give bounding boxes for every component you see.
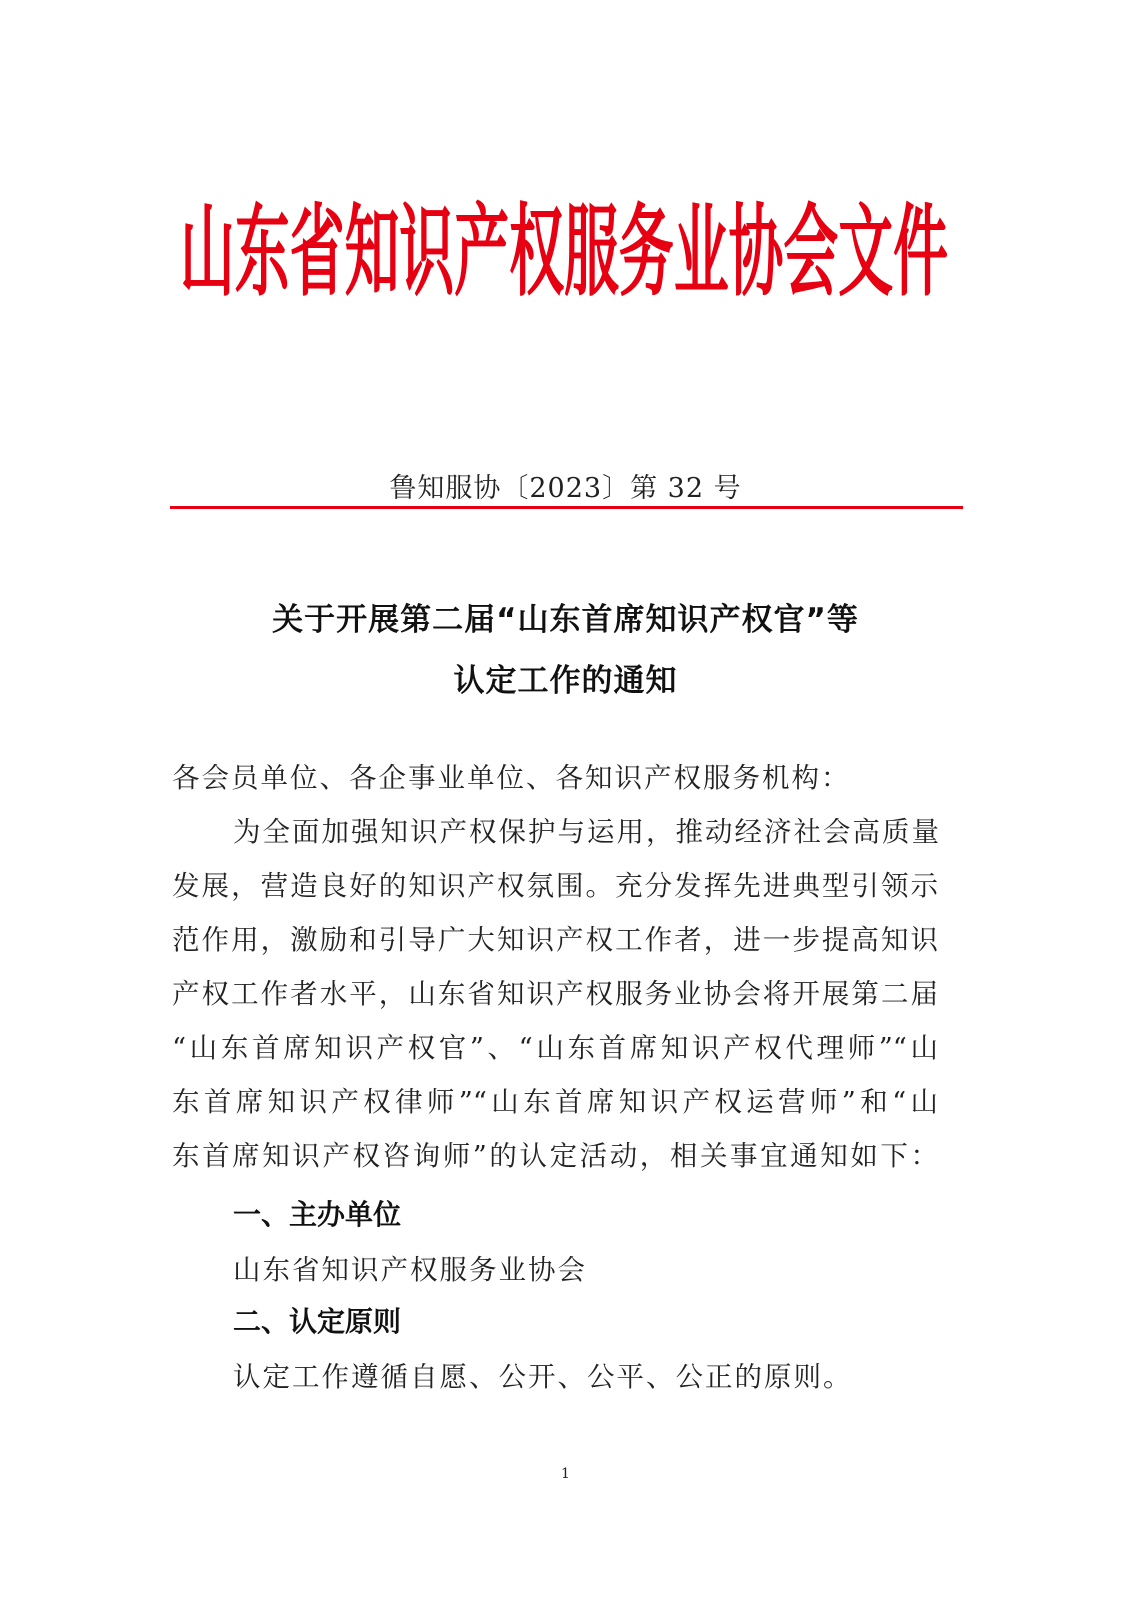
page-number: 1 <box>561 1466 570 1482</box>
header-divider <box>170 506 963 509</box>
section-heading-principles: 二、认定原则 <box>233 1305 402 1338</box>
organization-title-text: 山东省知识产权服务业协会文件 <box>180 194 948 310</box>
notice-title-line-2: 认定工作的通知 <box>453 663 678 699</box>
salutation: 各会员单位、各企事业单位、各知识产权服务机构： <box>172 762 851 794</box>
paragraph-line: 范作用，激励和引导广大知识产权工作者，进一步提高知识 <box>172 924 938 956</box>
paragraph-line: 发展，营造良好的知识产权氛围。充分发挥先进典型引领示 <box>172 870 938 902</box>
paragraph-line: 东首席知识产权律师”“山东首席知识产权运营师”和“山 <box>172 1086 938 1118</box>
section-text-principles: 认定工作遵循自愿、公开、公平、公正的原则。 <box>233 1361 853 1393</box>
paragraph-line: 为全面加强知识产权保护与运用，推动经济社会高质量 <box>233 816 939 848</box>
organization-header-title <box>160 168 970 318</box>
document-number: 鲁知服协〔2023〕第 32 号 <box>389 473 742 504</box>
paragraph-line: 产权工作者水平，山东省知识产权服务业协会将开展第二届 <box>172 978 938 1010</box>
notice-title-line-1: 关于开展第二届“山东首席知识产权官”等 <box>272 602 859 638</box>
section-text-organizer: 山东省知识产权服务业协会 <box>233 1254 587 1286</box>
section-heading-organizer: 一、主办单位 <box>233 1198 402 1231</box>
paragraph-line: 东首席知识产权咨询师”的认定活动，相关事宜通知如下： <box>172 1140 938 1172</box>
paragraph-line: “山东首席知识产权官”、“山东首席知识产权代理师”“山 <box>172 1032 938 1064</box>
